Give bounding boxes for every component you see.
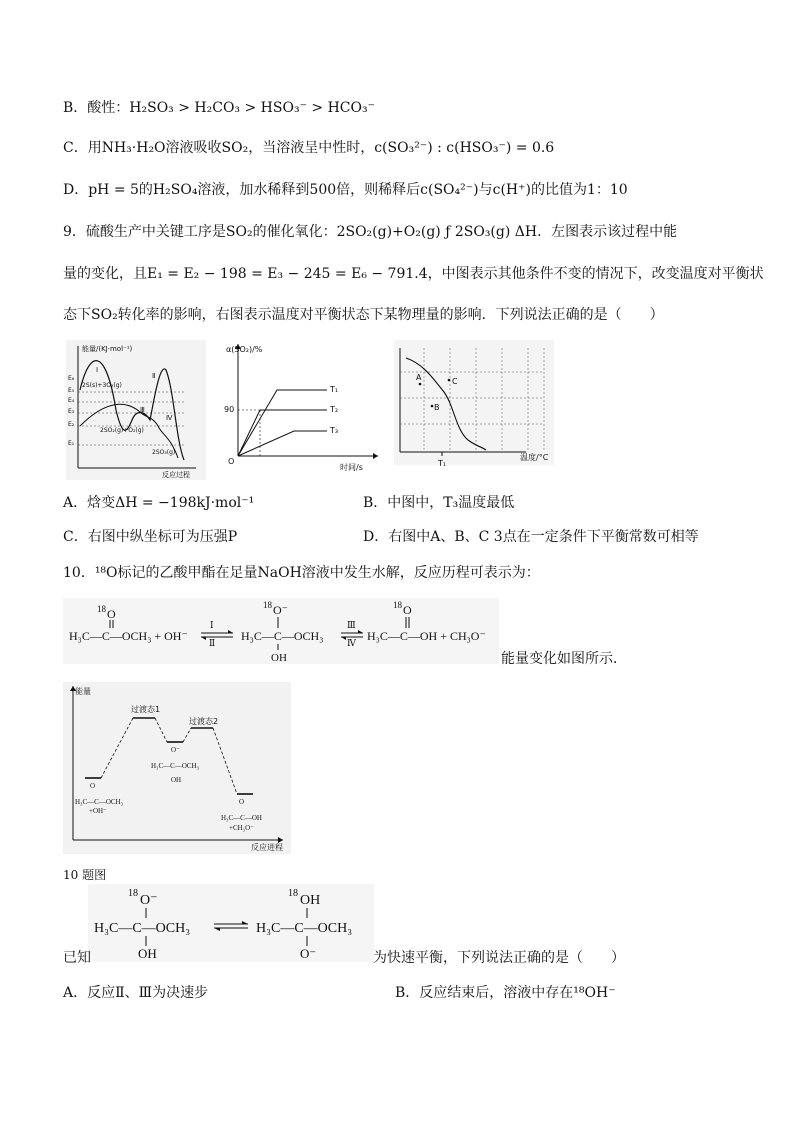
left-xlabel: 反应过程 [162,471,190,479]
question-10-line1: 10．¹⁸O标记的乙酸甲酯在足量NaOH溶液中发生水解，反应历程可表示为： [63,565,540,581]
svg-text:H₃C—C—OCH₃ + OH⁻: H₃C—C—OCH₃ + OH⁻ [69,629,188,643]
q10-known-suffix: 为快速平衡，下列说法正确的是（ ） [373,950,625,966]
svg-text:H₃C—C—OCH₃: H₃C—C—OCH₃ [75,798,124,806]
svg-text:Ⅱ: Ⅱ [209,638,216,648]
q10-option-a: A．反应Ⅱ、Ⅲ为决速步 [63,985,209,1001]
q10-known-equilibrium [88,884,374,962]
svg-text:O⁻: O⁻ [171,746,180,754]
option-d-line: D．pH = 5的H₂SO₄溶液，加水稀释到500倍，则稀释后c(SO₄²⁻)与c(H⁺)的比值为1：10 [63,182,628,198]
svg-text:O: O [403,603,412,617]
species-s-o2: 2S(s)+3O₂(g) [82,382,122,389]
question-9-line2: 量的变化，且E₁ = E₂ − 198 = E₃ − 245 = E₆ − 791.4，中图表示其他条件不变的情况下，改变温度对平衡状 [63,266,764,282]
point-b: B [434,403,440,412]
svg-text:18: 18 [97,604,106,614]
q9-option-b: B．中图中，T₃温度最低 [363,495,515,511]
svg-text:H₃C—C—OH: H₃C—C—OH [221,814,262,822]
curve-label-4: Ⅳ [166,414,173,422]
svg-text:O: O [90,782,96,790]
q10-energy-profile-figure [63,682,291,854]
level-e1: E₁ [68,440,75,447]
svg-text:O: O [239,798,245,806]
svg-text:H₃C—C—OCH₃: H₃C—C—OCH₃ [151,762,200,770]
point-c: C [452,377,458,386]
q9-option-c: C．右图中纵坐标可为压强P [63,529,238,545]
svg-text:O⁻: O⁻ [273,603,288,617]
q9-mid-conversion-figure [222,340,384,475]
q9-left-energy-figure [66,340,206,480]
energy-ylabel: 能量 [75,687,91,696]
ts1-label: 过渡态1 [131,705,161,714]
svg-text:OH: OH [271,652,287,664]
svg-text:H₃C—C—OH + CH₃O⁻: H₃C—C—OH + CH₃O⁻ [367,629,486,643]
svg-text:H₃C—C—OCH₃: H₃C—C—OCH₃ [94,921,191,936]
svg-text:OH: OH [300,893,321,908]
level-e4: E₄ [68,397,75,404]
curve-label-2: Ⅱ [152,372,156,380]
svg-text:18: 18 [393,600,402,610]
svg-text:O⁻: O⁻ [300,946,317,961]
question-9-line1: 9．硫酸生产中关键工序是SO₂的催化氧化：2SO₂(g)+O₂(g) ƒ 2SO₃(g) ΔH．左图表示该过程中能 [63,224,678,240]
curve-label-3: Ⅲ [140,406,145,414]
svg-text:OH: OH [138,946,157,961]
q9-option-a: A．焓变ΔH = −198kJ·mol⁻¹ [63,495,255,511]
mid-xlabel: 时间/s [340,463,363,472]
q10-energy-note: 能量变化如图所示． [501,651,627,667]
level-e2: E₂ [68,421,75,428]
svg-text:+OH⁻: +OH⁻ [89,807,107,815]
level-e3: E₃ [68,408,75,415]
ts2-label: 过渡态2 [189,717,219,726]
svg-text:H₃C—C—OCH₃: H₃C—C—OCH₃ [241,629,324,643]
svg-text:18: 18 [128,888,138,899]
q9-option-d: D．右图中A、B、C 3点在一定条件下平衡常数可相等 [363,529,699,545]
q9-right-temperature-figure [394,340,560,475]
option-c-line: C．用NH₃·H₂O溶液吸收SO₂，当溶液呈中性时，c(SO₃²⁻) : c(HSO₃⁻) = 0.6 [63,140,555,156]
right-xlabel: 温度/°C [520,453,549,462]
option-b-line: B．酸性：H₂SO₃ > H₂CO₃ > HSO₃⁻ > HCO₃⁻ [63,100,375,116]
curve-label-1: Ⅰ [96,366,99,374]
right-xtick-t1: T₁ [438,459,447,468]
point-a: A [416,373,422,382]
svg-text:18: 18 [288,888,298,899]
series-t3: T₃ [330,426,339,435]
question-9-line3: 态下SO₂转化率的影响，右图表示温度对平衡状态下某物理量的影响．下列说法正确的是（ ） [63,307,664,323]
svg-text:OH: OH [171,776,182,784]
energy-xlabel: 反应进程 [251,843,283,852]
svg-text:Ⅳ: Ⅳ [347,638,356,648]
level-e5: E₅ [68,387,75,394]
series-t2: T₂ [330,405,339,414]
svg-text:Ⅰ: Ⅰ [210,620,214,630]
series-t1: T₁ [330,385,339,394]
svg-text:18: 18 [263,600,272,610]
species-so2-o2: 2SO₂(g)+O₂(g) [100,427,144,434]
mid-origin: O [228,457,235,466]
mid-ytick-90: 90 [224,405,235,414]
q10-figure-caption: 10 题图 [63,868,107,882]
left-ylabel: 能量/(KJ·mol⁻¹) [82,345,133,353]
svg-text:+CH₃O⁻: +CH₃O⁻ [229,824,254,832]
mid-ylabel: α(SO₂)/% [226,345,263,354]
svg-text:Ⅲ: Ⅲ [347,620,356,630]
level-e6: E₆ [68,375,75,382]
svg-text:O: O [107,607,116,621]
svg-text:O⁻: O⁻ [140,893,158,908]
q10-known-prefix: 已知 [63,950,91,966]
q10-reaction-scheme [63,598,499,664]
species-so3: 2SO₃(g) [152,449,176,456]
svg-text:H₃C—C—OCH₃: H₃C—C—OCH₃ [256,921,353,936]
q10-option-b: B．反应结束后，溶液中存在¹⁸OH⁻ [395,985,616,1001]
